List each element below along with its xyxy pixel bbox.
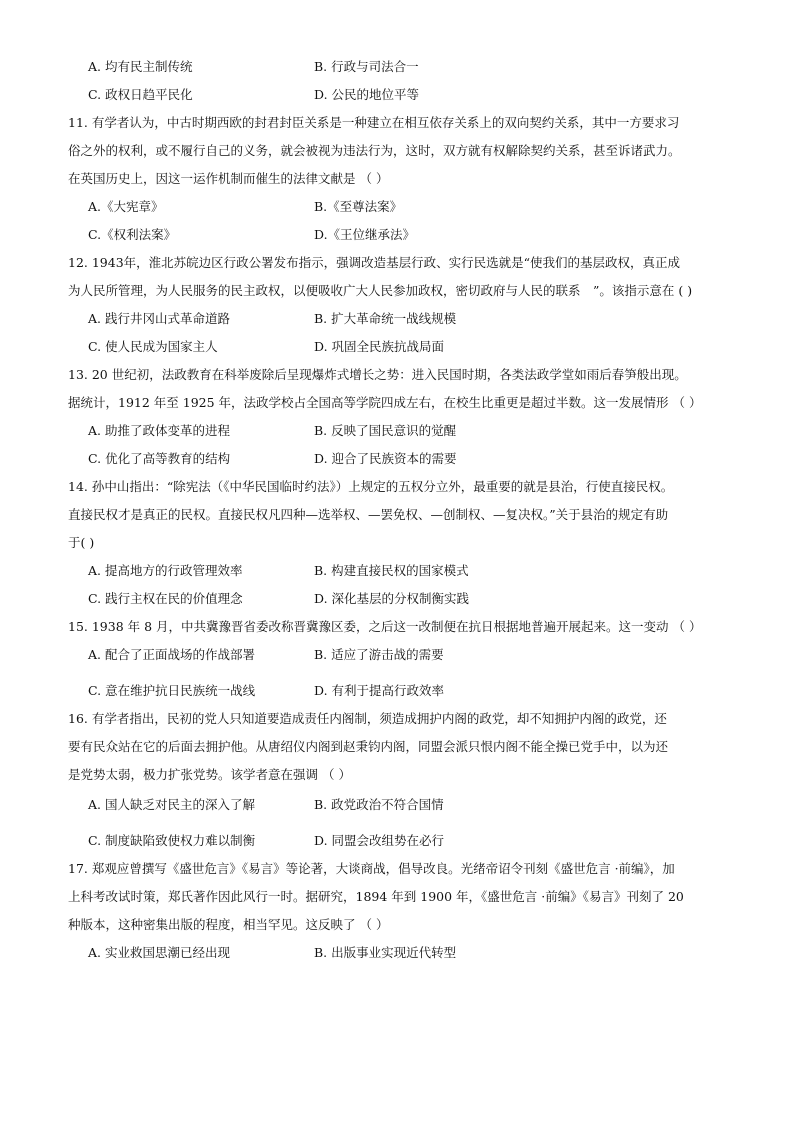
q11-stem-line-2: 俗之外的权利，或不履行自己的义务，就会被视为违法行为，这时，双方就有权解除契约关系，甚至诉诸武力。 [68, 143, 681, 158]
q16-stem-line-3: 是党势太弱，极力扩张党势。该学者意在强调 （ ） [68, 767, 351, 782]
q17-stem-line-3: 种版本，这种密集出版的程度，相当罕见。这反映了 （ ） [68, 917, 389, 932]
q15-option-a: A. 配合了正面战场的作战部署 [88, 647, 255, 662]
q13-stem-line-1: 13. 20 世纪初，法政教育在科举废除后呈现爆炸式增长之势：进入民国时期，各类法政学堂如雨后春笋般出现。 [68, 367, 687, 382]
q16-stem-line-1: 16. 有学者指出，民初的党人只知道要造成责任内阁制，须造成拥护内阁的政党，却不知拥护内阁的政党，还 [68, 711, 667, 726]
q12-stem-line-2: 为人民所管理，为人民服务的民主政权，以便吸收广大人民参加政权，密切政府与人民的联系 ”。该指示意在 ( ) [68, 283, 693, 298]
q14-option-b: B. 构建直接民权的国家模式 [314, 563, 469, 578]
q17-stem-line-1: 17. 郑观应曾撰写《盛世危言》《易言》等论著，大谈商战，倡导改良。光绪帝诏令刊刻《盛世危言 ·前编》，加 [68, 861, 675, 876]
q15-option-d: D. 有利于提高行政效率 [314, 683, 445, 698]
q15-stem-line-1: 15. 1938 年 8 月，中共冀豫晋省委改称晋冀豫区委，之后这一改制便在抗日根据地普遍开展起来。这一变动 （ ） [68, 619, 702, 634]
q11-stem-line-1: 11. 有学者认为，中古时期西欧的封君封臣关系是一种建立在相互依存关系上的双向契约关系，其中一方要求习 [68, 115, 680, 130]
q10-option-d: D. 公民的地位平等 [314, 87, 420, 102]
q12-option-a: A. 践行井冈山式革命道路 [88, 311, 230, 326]
q14-option-d: D. 深化基层的分权制衡实践 [314, 591, 470, 606]
q12-stem-line-1: 12. 1943年，淮北苏皖边区行政公署发布指示，强调改造基层行政、实行民选就是“使我们的基层政权，真正成 [68, 255, 681, 270]
q13-option-b: B. 反映了国民意识的觉醒 [314, 423, 457, 438]
q17-stem-line-2: 上科考改试时策，郑氏著作因此风行一时。据研究，1894 年到 1900 年，《盛世危言 ·前编》《易言》刊刻了 20 [68, 889, 684, 904]
q14-option-a: A. 提高地方的行政管理效率 [88, 563, 243, 578]
q10-option-c: C. 政权日趋平民化 [88, 87, 193, 102]
q13-option-a: A. 助推了政体变革的进程 [88, 423, 230, 438]
q16-option-a: A. 国人缺乏对民主的深入了解 [88, 797, 255, 812]
q13-option-c: C. 优化了高等教育的结构 [88, 451, 231, 466]
q11-option-b: B.《至尊法案》 [314, 199, 403, 214]
q15-option-c: C. 意在维护抗日民族统一战线 [88, 683, 256, 698]
q17-option-a: A. 实业救国思潮已经出现 [88, 945, 230, 960]
q12-option-d: D. 巩固全民族抗战局面 [314, 339, 445, 354]
q11-option-d: D.《王位继承法》 [314, 227, 416, 242]
q13-option-d: D. 迎合了民族资本的需要 [314, 451, 457, 466]
q10-option-a: A. 均有民主制传统 [88, 59, 193, 74]
q16-option-c: C. 制度缺陷致使权力难以制衡 [88, 833, 256, 848]
q15-option-b: B. 适应了游击战的需要 [314, 647, 444, 662]
q11-stem-line-3: 在英国历史上，因这一运作机制而催生的法律文献是 （ ） [68, 171, 389, 186]
q14-stem-line-1: 14. 孙中山指出：“除宪法（《中华民国临时约法》）上规定的五权分立外，最重要的就是县治，行使直接民权。 [68, 479, 674, 494]
q17-option-b: B. 出版事业实现近代转型 [314, 945, 457, 960]
q11-option-c: C.《权利法案》 [88, 227, 177, 242]
q13-stem-line-2: 据统计，1912 年至 1925 年，法政学校占全国高等学院四成左右，在校生比重更是超过半数。这一发展情形 （ ） [68, 395, 702, 410]
q16-stem-line-2: 要有民众站在它的后面去拥护他。从唐绍仪内阁到赵秉钧内阁，同盟会派只恨内阁不能全操已党手中，以为还 [68, 739, 669, 754]
q12-option-b: B. 扩大革命统一战线规模 [314, 311, 457, 326]
q14-stem-line-3: 于( ) [68, 535, 95, 550]
q12-option-c: C. 使人民成为国家主人 [88, 339, 218, 354]
q11-option-a: A.《大宪章》 [88, 199, 164, 214]
q14-option-c: C. 践行主权在民的价值理念 [88, 591, 243, 606]
q16-option-b: B. 政党政治不符合国情 [314, 797, 444, 812]
q10-option-b: B. 行政与司法合一 [314, 59, 419, 74]
q16-option-d: D. 同盟会改组势在必行 [314, 833, 445, 848]
q14-stem-line-2: 直接民权才是真正的民权。直接民权凡四种—选举权、—罢免权、—创制权、—复决权。”关于县治的规定有助 [68, 507, 669, 522]
